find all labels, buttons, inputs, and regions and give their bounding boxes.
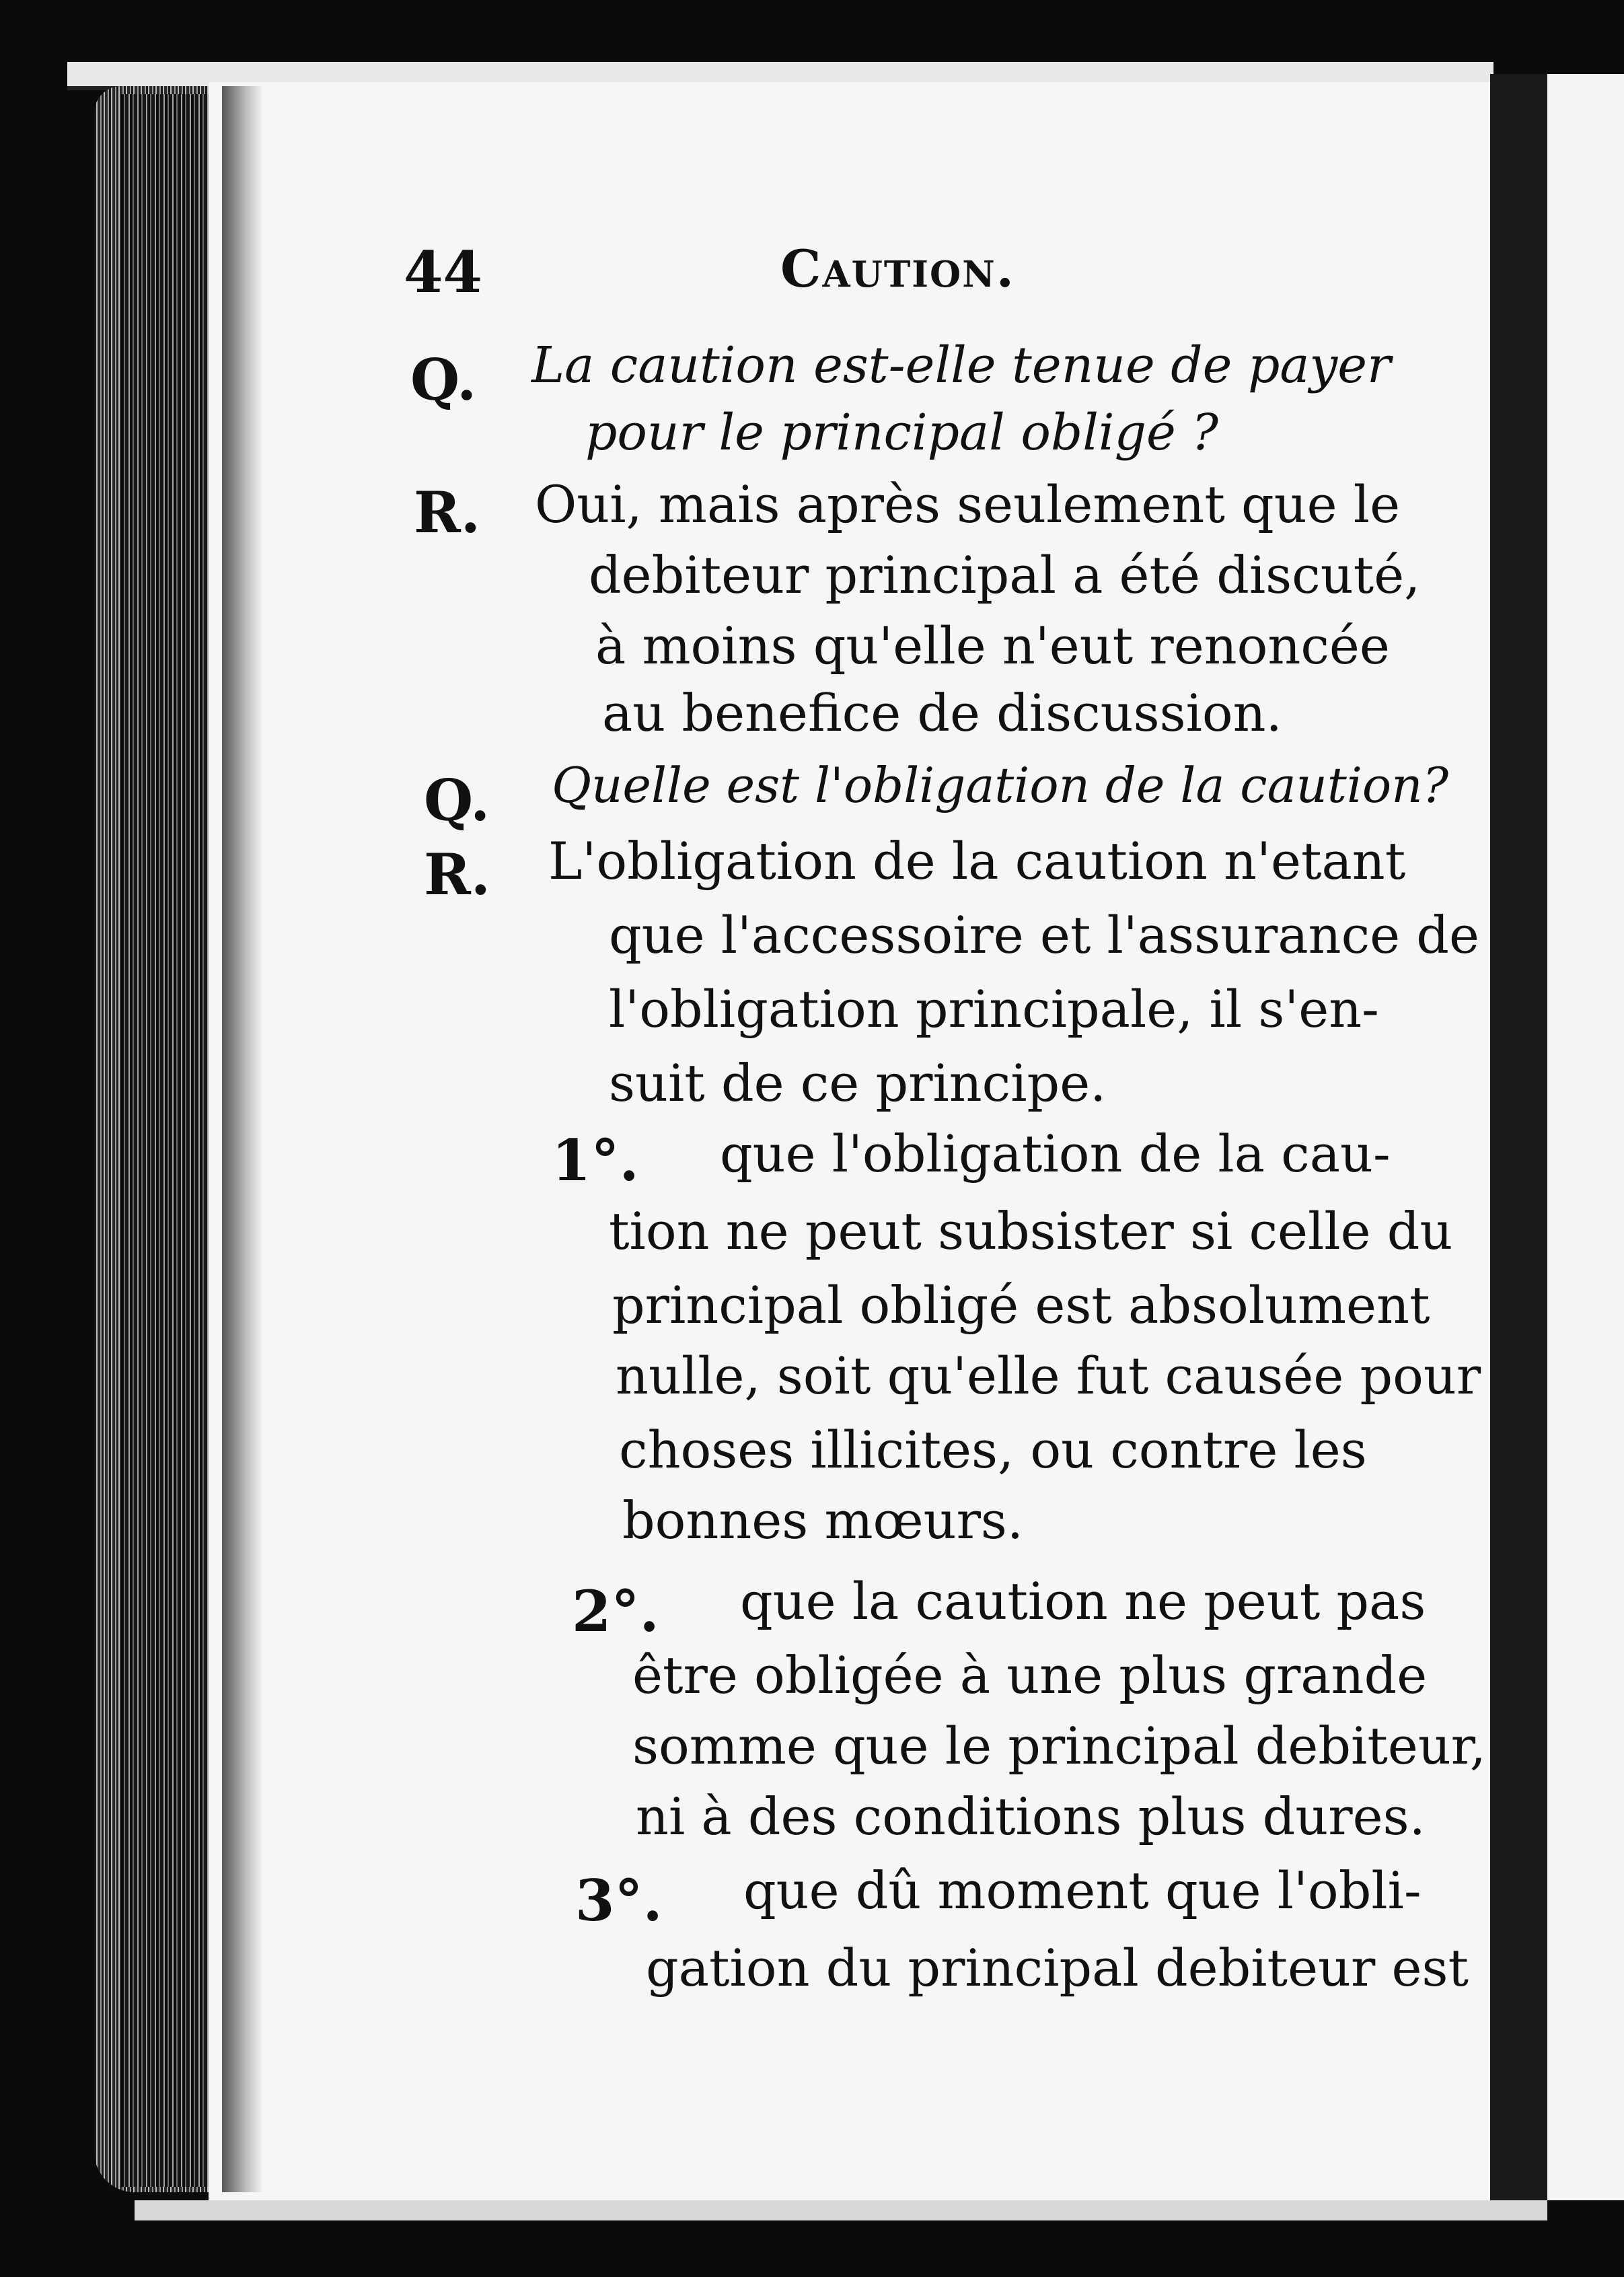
question-marker: Q. <box>424 767 490 834</box>
item-line: principal obligé est absolument <box>612 1275 1430 1335</box>
item-number: 2°. <box>572 1578 659 1644</box>
page-fore-edges-shading <box>121 94 215 2187</box>
item-line: gation du principal debiteur est <box>646 1938 1469 1998</box>
item-line: être obligée à une plus grande <box>632 1645 1428 1705</box>
answer-line: à moins qu'elle n'eut renoncée <box>595 616 1390 676</box>
page-binding-shadow <box>222 86 262 2192</box>
question-line: Quelle est l'obligation de la caution? <box>552 757 1449 814</box>
running-title: Caution. <box>780 239 1016 299</box>
item-line: choses illicites, ou contre les <box>619 1420 1367 1480</box>
page-number: 44 <box>404 239 482 305</box>
answer-marker: R. <box>424 841 491 908</box>
item-number: 3°. <box>575 1867 663 1934</box>
item-line: que la caution ne peut pas <box>740 1571 1426 1631</box>
item-line: ni à des conditions plus dures. <box>636 1786 1426 1846</box>
answer-line: au benefice de discussion. <box>602 683 1282 743</box>
book-bottom-edge <box>135 2200 1547 2220</box>
facing-page-edge <box>1547 74 1624 2200</box>
answer-line: Oui, mais après seulement que le <box>535 474 1401 534</box>
answer-line: l'obligation principale, il s'en- <box>609 979 1379 1039</box>
item-line: bonnes mœurs. <box>622 1490 1024 1550</box>
book-gutter <box>1490 74 1547 2200</box>
answer-line: que l'accessoire et l'assurance de <box>609 905 1479 965</box>
item-line: somme que le principal debiteur, <box>632 1716 1486 1776</box>
item-number: 1°. <box>552 1127 639 1194</box>
answer-line: suit de ce principe. <box>609 1053 1107 1113</box>
item-line: que dû moment que l'obli- <box>743 1860 1422 1920</box>
question-line: La caution est-elle tenue de payer <box>531 336 1391 394</box>
item-line: nulle, soit qu'elle fut causée pour <box>616 1346 1481 1406</box>
item-line: que l'obligation de la cau- <box>720 1124 1391 1184</box>
question-marker: Q. <box>410 347 477 413</box>
answer-line: debiteur principal a été discuté, <box>589 545 1421 605</box>
answer-line: L'obligation de la caution n'etant <box>548 831 1406 891</box>
answer-marker: R. <box>414 479 481 546</box>
item-line: tion ne peut subsister si celle du <box>609 1201 1453 1261</box>
question-line: pour le principal obligé ? <box>585 404 1218 462</box>
